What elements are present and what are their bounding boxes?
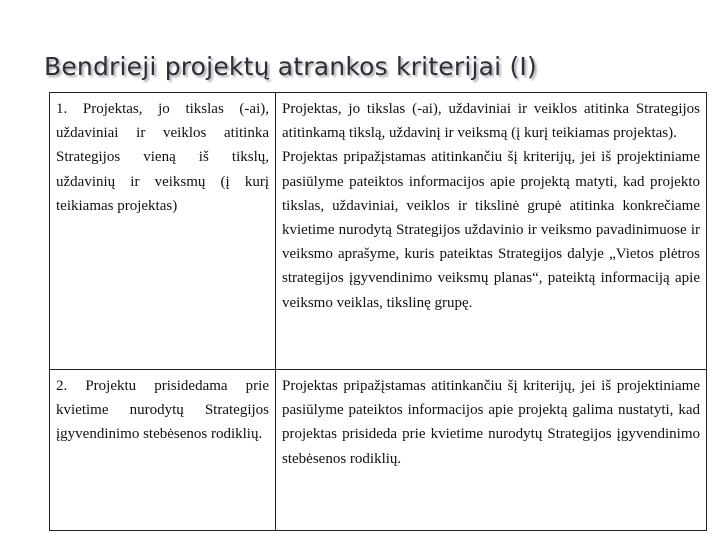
explanation-cell bbox=[276, 93, 707, 370]
criterion-cell bbox=[50, 93, 276, 370]
explanation-paragraph: Projektas, jo tikslas (-ai), uždaviniai ir veiklos atitinka Strategijos atitinkamą tikslą, uždavinį ir veiksmą (į kurį teikiamas projektas). bbox=[282, 101, 700, 142]
table-row bbox=[50, 370, 707, 531]
criteria-table bbox=[49, 92, 707, 531]
criterion-text: 1. Projektas, jo tikslas (-ai), uždaviniai ir veiklos atitinka Strategijos vieną iš tikslų, uždavinių ir veiksmų (į kurį teikiamas projektas) bbox=[56, 101, 269, 214]
explanation-paragraph: Projektas pripažįstamas atitinkančiu šį kriterijų, jei iš projektiniame pasiūlyme pateiktos informacijos apie projektą matyti, kad projekto tikslas, uždaviniai, veiklos ir tikslinė grupė atitinka konkrečiame kvietime nurodytą Strategijos uždavinio ir veiksmo pavadinimuose ir veiksmo aprašyme, kuris pateiktas Strategijos dalyje „Vietos plėtros strategijos įgyvendinimo veiksmų planas“, pateiktą informaciją apie veiksmo veiklas, tikslinę grupę. bbox=[282, 149, 700, 311]
explanation-paragraph: Projektas pripažįstamas atitinkančiu šį kriterijų, jei iš projektiniame pasiūlyme pateiktos informacijos apie projektą galima nustatyti, kad projektas prisideda prie kvietime nurodytų Strategijos įgyvendinimo stebėsenos rodiklių. bbox=[282, 378, 700, 467]
criterion-cell bbox=[50, 370, 276, 531]
criterion-text: 2. Projektu prisidedama prie kvietime nurodytų Strategijos įgyvendinimo stebėsenos rodiklių. bbox=[56, 378, 269, 443]
explanation-cell bbox=[276, 370, 707, 531]
table-row bbox=[50, 93, 707, 370]
page-title: Bendrieji projektų atrankos kriterijai (I) bbox=[44, 52, 537, 81]
